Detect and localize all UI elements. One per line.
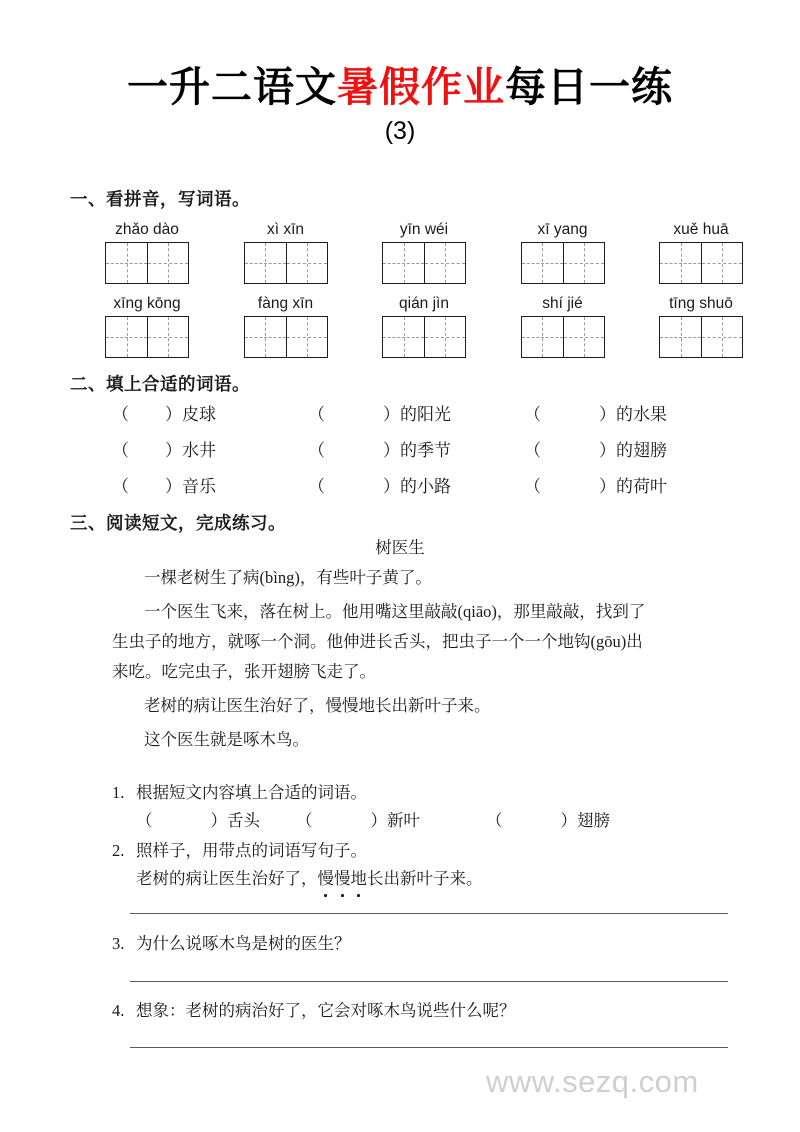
fill-blank-item[interactable] [308,440,524,462]
pinyin-grid-item [658,294,744,358]
paren-open: （ [112,405,129,424]
tianzige-cell[interactable] [701,243,742,283]
fill-blank-item[interactable] [524,476,724,498]
question-text: 根据短文内容填上合适的词语。 [136,783,367,802]
tianzige-cell[interactable] [563,243,604,283]
pinyin-label: xī yang [537,221,588,238]
fill-blank-label: ）的阳光 [383,405,451,424]
section-3-heading: 三、阅读短文，完成练习。 [70,513,286,533]
pinyin-grid-item [243,220,329,284]
passage-line: 来吃。吃完虫子，张开翅膀飞走了。 [112,662,376,681]
fill-blank-label: ）翅膀 [560,811,610,830]
pinyin-label: shí jié [542,295,583,312]
title-part-one: 一升二语文 [127,64,337,110]
fill-blank-label: ）皮球 [165,405,216,424]
question-number: 3. [112,934,125,953]
pinyin-grid-item [104,220,190,284]
question-number: 4. [112,1001,125,1020]
tianzige-cell[interactable] [245,243,286,283]
fill-blank-item[interactable] [308,404,524,426]
tianzige-cell[interactable] [660,243,701,283]
tianzige-cell[interactable] [106,317,147,357]
pinyin-grid-item [658,220,744,284]
emphasized-phrase-text: 慢慢地 [317,869,367,888]
fill-blank-label: ）新叶 [370,811,420,830]
paren-open: （ [308,477,325,496]
tianzige-cell[interactable] [245,317,286,357]
fill-blank-label: ）的季节 [383,441,451,460]
passage-title: 树医生 [375,538,425,557]
title-part-two: 每日一练 [505,64,673,110]
paren-open: （ [524,405,541,424]
question-3 [112,933,742,955]
example-text-before: 老树的病让医生治好了， [136,869,318,888]
pinyin-label: xuě huā [673,221,729,238]
tianzige-cell[interactable] [522,243,563,283]
passage-line: 一个医生飞来，落在树上。他用嘴这里敲敲(qiāo)，那里敲敲，找到了 [144,602,646,621]
tianzige-cell[interactable] [563,317,604,357]
tianzige-cell[interactable] [701,317,742,357]
tianzige-box[interactable] [105,242,189,284]
passage-line: 这个医生就是啄木鸟。 [144,730,309,749]
fill-blank-item[interactable] [524,404,724,426]
tianzige-cell[interactable] [147,243,188,283]
fill-blank-label: ）的小路 [383,477,451,496]
fill-blank-item[interactable] [296,810,486,832]
tianzige-box[interactable] [521,316,605,358]
paren-open: （ [296,811,313,830]
pinyin-grid-item [520,220,606,284]
tianzige-box[interactable] [382,316,466,358]
question-2 [112,840,742,862]
tianzige-box[interactable] [659,316,743,358]
emphasis-dots [318,894,368,897]
pinyin-label: tīng shuō [669,295,733,312]
fill-blank-row [112,404,732,426]
tianzige-cell[interactable] [286,317,327,357]
tianzige-cell[interactable] [522,317,563,357]
fill-blank-label: ）舌头 [210,811,260,830]
fill-blank-item[interactable] [136,810,296,832]
tianzige-box[interactable] [105,316,189,358]
question-2-example [136,868,736,890]
pinyin-label: qián jìn [399,295,449,312]
paren-open: （ [112,477,129,496]
emphasized-phrase [318,868,368,890]
tianzige-cell[interactable] [147,317,188,357]
fill-blank-item[interactable] [308,476,524,498]
paren-open: （ [112,441,129,460]
question-1 [112,782,742,804]
paren-open: （ [486,811,503,830]
fill-blank-item[interactable] [112,440,308,462]
pinyin-grid-item [381,220,467,284]
tianzige-box[interactable] [244,316,328,358]
tianzige-cell[interactable] [383,317,424,357]
question-text: 照样子，用带点的词语写句子。 [136,841,367,860]
tianzige-box[interactable] [659,242,743,284]
pinyin-label: yīn wéi [399,221,449,238]
pinyin-grid-item [243,294,329,358]
paren-open: （ [308,441,325,460]
tianzige-box[interactable] [244,242,328,284]
tianzige-cell[interactable] [424,317,465,357]
fill-blank-label: ）音乐 [165,477,216,496]
fill-blank-label: ）的荷叶 [599,477,667,496]
question-text: 为什么说啄木鸟是树的医生？ [136,934,351,953]
title-main-line [0,62,800,112]
pinyin-grid-item [104,294,190,358]
paren-open: （ [308,405,325,424]
fill-blank-label: ）的翅膀 [599,441,667,460]
answer-line[interactable] [130,913,728,914]
fill-blank-item[interactable] [112,404,308,426]
fill-blank-row [112,440,732,462]
passage-line: 一棵老树生了病(bìng)，有些叶子黄了。 [144,568,432,587]
fill-blank-item[interactable] [486,810,646,832]
question-number: 2. [112,841,125,860]
fill-blank-item[interactable] [112,476,308,498]
answer-line[interactable] [130,981,728,982]
passage-line: 生虫子的地方，就啄一个洞。他伸进长舌头，把虫子一个一个地钩(gōu)出 [112,632,643,651]
question-4 [112,1000,742,1022]
question-text: 想象：老树的病治好了，它会对啄木鸟说些什么呢？ [136,1001,516,1020]
passage-line: 老树的病让医生治好了，慢慢地长出新叶子来。 [144,696,491,715]
fill-blank-label: ）的水果 [599,405,667,424]
title-part-highlight: 暑假作业 [337,64,505,110]
pinyin-label: fàng xīn [257,295,314,312]
section-2-heading: 二、填上合适的词语。 [70,374,250,394]
paren-open: （ [524,441,541,460]
example-text-after: 长出新叶子来。 [367,869,483,888]
fill-blank-item[interactable] [524,440,724,462]
pinyin-grid-item [381,294,467,358]
tianzige-cell[interactable] [660,317,701,357]
pinyin-grid-row-1 [104,220,744,284]
tianzige-cell[interactable] [424,243,465,283]
tianzige-cell[interactable] [106,243,147,283]
pinyin-label: xì xīn [266,221,305,238]
pinyin-label: xīng kōng [113,295,181,312]
paren-open: （ [524,477,541,496]
site-watermark: www.sezq.com [486,1064,699,1099]
tianzige-box[interactable] [521,242,605,284]
fill-blank-row [112,476,732,498]
paren-open: （ [136,811,153,830]
section-1-heading: 一、看拼音，写词语。 [70,189,250,209]
pinyin-grid-item [520,294,606,358]
question-1-blanks [136,810,736,832]
fill-blank-label: ）水井 [165,441,216,460]
tianzige-box[interactable] [382,242,466,284]
question-number: 1. [112,783,125,802]
pinyin-grid-row-2 [104,294,744,358]
tianzige-cell[interactable] [286,243,327,283]
answer-line[interactable] [130,1047,728,1048]
page-title [0,62,800,148]
tianzige-cell[interactable] [383,243,424,283]
title-subtitle: (3) [384,117,416,145]
pinyin-label: zhǎo dào [115,221,179,238]
